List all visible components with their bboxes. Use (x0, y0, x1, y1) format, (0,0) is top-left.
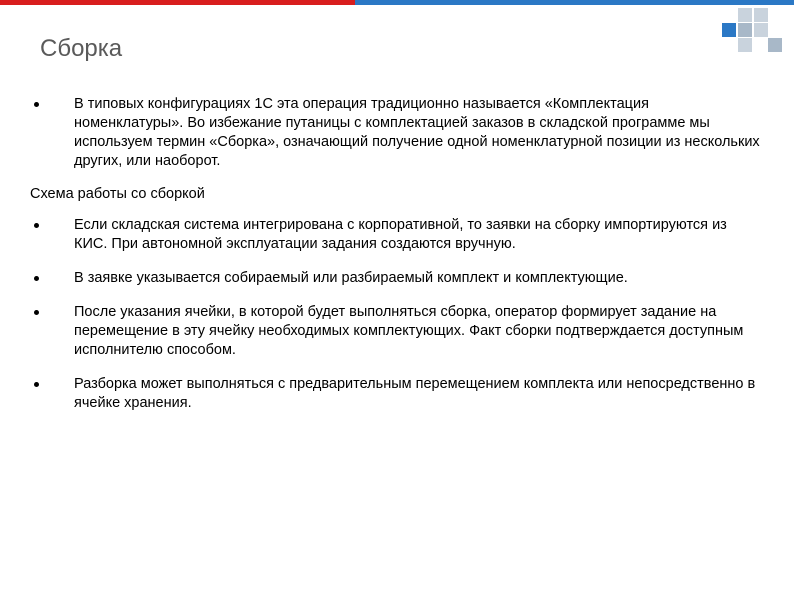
list-item (30, 375, 760, 413)
top-accent-bar-blue (355, 0, 794, 5)
intro-bullet (30, 95, 760, 171)
grid-squares-logo-icon (722, 8, 782, 52)
bullet-dot-icon (34, 276, 39, 281)
list-item (30, 216, 760, 254)
top-accent-bar-red (0, 0, 355, 5)
bullet-dot-icon (34, 102, 39, 107)
intro-text: В типовых конфигурациях 1С эта операция традиционно называется «Комплектация номенклатуры». Во избежание путаницы с комплектацией заказов в складской программе мы используем термин «Сборка», означающий получение одной номенклатурной позиции из нескольких других, или наоборот. (74, 96, 760, 169)
section-subheading: Схема работы со сборкой (30, 186, 205, 202)
bullet-list (30, 216, 760, 413)
bullet-dot-icon (34, 223, 39, 228)
logo-square (754, 23, 768, 37)
bullet-dot-icon (34, 310, 39, 315)
bullet-dot-icon (34, 382, 39, 387)
list-item-text: В заявке указывается собираемый или разбираемый комплект и комплектующие. (74, 270, 628, 286)
top-accent-bar (0, 0, 794, 5)
list-item-text: После указания ячейки, в которой будет выполняться сборка, оператор формирует задание на перемещение в эту ячейку необходимых комплектующих. Факт сборки подтверждается доступным исполнителю способом. (74, 304, 744, 358)
logo-square (738, 38, 752, 52)
slide-title: Сборка (40, 35, 123, 62)
slide-content (30, 95, 760, 428)
list-item (30, 303, 760, 360)
logo-square (738, 23, 752, 37)
logo-square (722, 23, 736, 37)
list-item (30, 269, 760, 288)
logo-square (768, 38, 782, 52)
logo-square (738, 8, 752, 22)
logo-square (754, 8, 768, 22)
list-item-text: Если складская система интегрирована с корпоративной, то заявки на сборку импортируются из КИС. При автономной эксплуатации задания создаются вручную. (74, 217, 727, 252)
list-item-text: Разборка может выполняться с предварительным перемещением комплекта или непосредственно в ячейке хранения. (74, 376, 756, 411)
